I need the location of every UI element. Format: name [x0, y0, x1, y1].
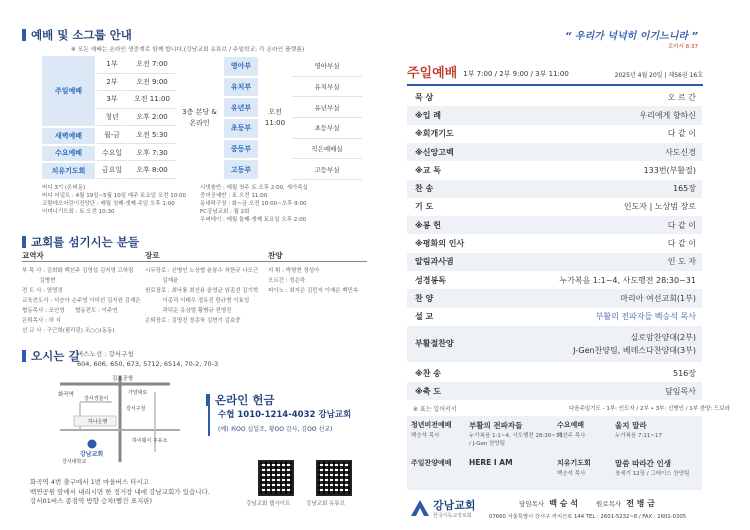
service-times: 1부 7:00 / 2부 9:00 / 3부 11:00 — [463, 70, 569, 78]
servant-line: 피아노 : 최지은 김민지 이예은 백민속 — [268, 288, 359, 294]
servant-line: 선 교 사 : 구근희(필리핀) 조○○(동동) — [22, 328, 115, 334]
order-value: 165장 — [673, 184, 696, 194]
church-location-marker — [88, 440, 97, 449]
right-page — [375, 0, 750, 530]
worship-table — [42, 56, 362, 180]
worship-section-title — [22, 27, 132, 43]
sunday-row-time: 오전 9:00 — [128, 74, 176, 92]
info-left-line: 버디 어덜트 : 4월 19일~5월 10일 매주 토요일 오전 10:00 — [42, 193, 187, 199]
online-title-text: 온라인 헌금 — [215, 393, 275, 407]
order-name: 기 도 — [415, 202, 434, 212]
directions-line-2: 백연공원 앞에서 내리시면 한 정거장 내에 강남교회가 있습니다. — [30, 487, 210, 496]
info-right-line: 시냇솔반 : 매월 첫주 토 오후 2:00, 새가족실 — [200, 185, 308, 191]
next-week-label: 수요예배 — [557, 421, 585, 429]
youtube-qr-code[interactable] — [316, 460, 352, 496]
dept-room: 초등부실 — [292, 118, 362, 139]
dept-time: 오전 11:00 — [264, 108, 286, 127]
sunday-row-name: 2부 — [97, 74, 127, 92]
section-bar — [22, 29, 26, 41]
order-row — [407, 308, 702, 326]
order-name: ※교 독 — [415, 165, 442, 175]
order-value: 우리에게 향하신 — [639, 110, 696, 120]
next-week-item — [557, 458, 699, 492]
order-name: 성경봉독 — [415, 275, 446, 285]
choir-line: J-Gen찬양팀, 베데스다찬양대(3부) — [573, 345, 696, 355]
map-label-bank: 하나은행 — [88, 419, 108, 425]
map-label-apt: 하이웨이 주유소 — [132, 438, 168, 444]
other-worship-label: 새벽예배 — [42, 128, 95, 144]
servants-staff-list — [22, 266, 144, 336]
dept-label: 고등부 — [224, 160, 258, 179]
sunday-row-name: 청년 — [97, 109, 127, 127]
next-week-sub: 백승석 목사 — [411, 433, 440, 439]
other-row-day: 금요일 — [97, 163, 127, 179]
order-name: ※축 도 — [415, 386, 442, 396]
order-value — [497, 331, 702, 357]
order-name: ※찬 송 — [415, 368, 442, 378]
next-week-detail: / J-Gen 찬양팀 — [469, 441, 506, 447]
order-value: 인도자 | 노상범 장로 — [623, 202, 696, 212]
order-name: ※신앙고백 — [415, 147, 454, 157]
online-account-box — [208, 406, 368, 436]
dept-label: 영아부 — [224, 57, 258, 76]
map-label-church: 강남교회 — [80, 451, 104, 458]
servant-line: 협동목사 : 조인영 협동전도 : 이주연 — [22, 308, 118, 314]
servant-line: 전 도 사 : 엄명정 — [22, 288, 63, 294]
verse-ref: 로마서 8:37 — [667, 44, 698, 50]
dept-room: 유치부실 — [292, 77, 362, 98]
servant-line: 시무장로 : 신병인 노상협 윤봉수 차한규 나도근 — [145, 268, 259, 274]
directions-line-3: 강서01버스 종점역 방향 승차(빨간 표지판) — [30, 497, 153, 505]
order-row — [407, 143, 702, 161]
order-value: 인 도 자 — [667, 257, 696, 267]
qr-label-website: 강남교회 웹사이트 — [246, 501, 291, 507]
dept-room: 영아부실 — [292, 56, 362, 77]
servant-line: 지 휘 : 박형현 정성아 — [268, 268, 320, 274]
worship-title-text: 예배 및 소그룹 안내 — [31, 28, 132, 42]
elder-name: 전 병 금 — [626, 499, 656, 508]
dept-label: 초등부 — [224, 119, 258, 138]
servants-header — [22, 250, 367, 262]
sunday-row-time: 오전 7:00 — [128, 56, 176, 74]
info-right — [200, 184, 372, 224]
order-row — [407, 289, 702, 307]
online-account: 수협 1010-1214-4032 강남교회 — [218, 410, 352, 420]
church-logo-icon — [409, 498, 431, 518]
next-week-list — [407, 416, 702, 490]
website-qr-code[interactable] — [258, 460, 294, 496]
info-left-line: 어머니기도회 : 토 오전 10:30 — [42, 209, 115, 215]
next-week-item — [557, 420, 699, 454]
servant-line: 은퇴목사 : 허 식 — [22, 318, 61, 324]
bus-numbers: 604, 606, 650, 673, 5712, 6514, 70-2, 70-3 — [77, 360, 219, 368]
section-bar — [22, 350, 26, 362]
bus-label: 버스노선 : 강서구청 — [77, 350, 134, 358]
order-value: 담임목사 — [665, 386, 696, 396]
servant-line: 교육전도사 : 서승아 손주영 이미선 김지원 김재은 — [22, 298, 141, 304]
dept-room: 고등부실 — [292, 159, 362, 180]
info-left-line: 버디 3기 (온버동) — [42, 185, 86, 191]
servants-title-text: 교회를 섬기시는 분들 — [31, 235, 139, 249]
other-row-time: 오전 5:30 — [128, 128, 176, 144]
map-label-market: 가양대로 — [128, 390, 148, 396]
header-elders: 장로 — [145, 251, 160, 260]
sunday-row-time: 오후 2:00 — [128, 109, 176, 127]
footer — [407, 494, 707, 524]
map-label-hospital: 강서구청 — [126, 406, 146, 412]
dept-label: 유치부 — [224, 78, 258, 97]
next-week-detail: 누가복음 7:11~17 — [615, 433, 662, 439]
order-row — [407, 234, 702, 252]
order-name: 찬 양 — [415, 293, 434, 303]
servant-line: 이종덕 이태우 정유진 한규명 이효성 — [145, 298, 250, 304]
dept-label: 유년부 — [224, 98, 258, 117]
service-header — [407, 64, 703, 86]
other-row-day: 수요일 — [97, 146, 127, 162]
servant-line: 은퇴장로 : 김명진 정종욱 김현기 김효중 — [145, 318, 241, 324]
footer-church-sub: 한국기독교장로회 — [433, 513, 472, 519]
elder-label: 원로목사 — [596, 500, 622, 508]
order-name: 묵 상 — [415, 92, 434, 102]
map-label-court: 강서대학교 — [62, 459, 87, 464]
order-value: 누가복음 1:1~4, 사도행전 28:30~31 — [559, 275, 696, 285]
footer-address: 07660 서울특별시 강서구 까치산로 144 TEL : 2601-5232~8 / FAX : 2601-0305 — [489, 514, 687, 520]
order-row — [407, 382, 702, 400]
servant-line: 김병현 — [22, 278, 56, 284]
order-value: 사도신경 — [665, 147, 696, 157]
pastor-name: 백 승 석 — [549, 499, 578, 508]
info-right-line: 우버데이 : 매월 둘째·셋째 토요일 오후 2:00 — [200, 217, 307, 223]
order-row — [407, 88, 702, 106]
order-row — [407, 216, 702, 234]
next-week-title: 말씀 따라간 인생 — [615, 459, 671, 468]
sunday-row-time: 오전 11:00 — [128, 91, 176, 109]
servant-line: 원로장로 : 최낙룡 최선용 윤영균 임종선 김기학 — [145, 288, 259, 294]
order-row — [407, 271, 702, 289]
servant-line: 곽덕순 유상렬 황병규 전영진 — [145, 308, 232, 314]
sunday-row-name: 1부 — [97, 56, 127, 74]
order-value: 다 같 이 — [667, 129, 696, 139]
other-row-day: 월-금 — [97, 128, 127, 144]
online-note: (예) 최OO 십일조, 황OO 감사, 김OO 선교) — [218, 426, 333, 433]
order-value: 516장 — [673, 368, 696, 378]
dept-room: 직은예배실 — [292, 139, 362, 160]
servant-line: 오르간 : 정은하 — [268, 278, 306, 284]
choir-line: 실로암찬양대(2부) — [630, 332, 696, 342]
map-label-office: 강서경찰서 — [84, 396, 109, 402]
order-row-choir — [407, 326, 702, 362]
next-week-sub: 백승석 목사 — [557, 471, 586, 477]
order-row — [407, 253, 702, 271]
section-bar — [22, 236, 26, 248]
next-week-label: 청년비전예배 — [411, 421, 452, 429]
servant-line: 김재윤 — [145, 278, 179, 284]
next-week-label: 치유기도회 — [557, 459, 591, 467]
service-title: 주일예배 — [407, 66, 458, 81]
order-value: 133번(부활절) — [643, 165, 696, 175]
order-row — [407, 106, 702, 124]
map-label-left: 화곡역 — [58, 392, 74, 398]
order-name: ※회개기도 — [415, 129, 454, 139]
order-name: 알림과사귐 — [415, 257, 454, 267]
order-name: ※봉 헌 — [415, 220, 442, 230]
dept-room: 유년부실 — [292, 97, 362, 118]
order-value: 다 같 이 — [667, 220, 696, 230]
next-week-label: 주일찬양예배 — [411, 459, 452, 467]
order-value: 오 르 간 — [667, 92, 696, 102]
other-row-time: 오후 7:30 — [128, 146, 176, 162]
next-week-title: 부활의 전파자들 — [469, 421, 523, 430]
next-leaders: 다음주일기도 - 1부: 인도자 / 2부 • 3부: 신병인 / 1부 찬양: 드보라 — [568, 406, 730, 412]
footer-names — [519, 498, 655, 509]
service-date: 2025년 4월 20일 | 제56권 16호 — [614, 72, 703, 79]
worship-place: 3층 본당 & 온라인 — [182, 108, 217, 127]
sunday-row-name: 3부 — [97, 91, 127, 109]
info-left-line: 코람데오어린이전당단 : 매월 첫째·셋째 주일 오후 1:00 — [42, 201, 175, 207]
directions-title-text: 오시는 길 — [31, 349, 80, 363]
servants-elders-list — [145, 266, 265, 326]
next-week-sub: 백선주 목사 — [557, 433, 586, 439]
footnote: ※ 표는 일어서서 — [413, 406, 457, 413]
info-right-line: 동네탁구장 : 화~금 오전 10:00~오후 9:00 — [200, 201, 307, 207]
dept-label: 중등부 — [224, 140, 258, 159]
order-name: ※입 례 — [415, 110, 442, 120]
directions-section-title — [22, 348, 79, 364]
sunday-worship-label: 주일예배 — [42, 56, 95, 126]
order-row — [407, 198, 702, 216]
header-staff: 교역자 — [22, 251, 44, 260]
order-row — [407, 161, 702, 179]
pastor-label: 담임목사 — [519, 500, 545, 508]
next-week-title: 울지 말라 — [615, 421, 647, 430]
info-right-line: FC강남교회 : 월 2회 — [200, 209, 250, 215]
other-worship-label: 치유기도회 — [42, 163, 95, 179]
info-left — [42, 184, 192, 216]
info-right-line: 중미공예반 : 토 오전 11:00 — [200, 193, 268, 199]
order-value: 마리아 여선교회(1부) — [620, 293, 696, 303]
servant-line: 부 목 사 : 김희화 백선주 김영섭 김지영 고하림 — [22, 268, 134, 274]
order-row — [407, 364, 702, 382]
order-value: 부활의 전파자들 백승석 목사 — [595, 312, 696, 322]
order-name: ※평화의 인사 — [415, 239, 465, 249]
next-week-detail: 누가복음 1:1~4, 사도행전 28:30~31 — [469, 433, 563, 439]
servants-praise-list — [268, 266, 374, 296]
section-bar — [206, 394, 210, 406]
directions-desc — [30, 478, 250, 507]
order-row — [407, 125, 702, 143]
directions-map — [50, 372, 190, 464]
order-row — [407, 180, 702, 198]
next-week-item — [411, 458, 553, 492]
order-value: 다 같 이 — [667, 239, 696, 249]
next-week-title: HERE I AM — [469, 458, 513, 467]
worship-note: ※ 모든 예배는 온라인 생중계로 함께 합니다.(강남교회 유튜브 / 주일학교: 각 온라인 플랫폼) — [70, 47, 305, 53]
other-row-time: 오후 8:00 — [128, 163, 176, 179]
order-name: 설 교 — [415, 312, 434, 322]
map-label-top: 김포공항 — [112, 376, 134, 382]
order-name: 찬 송 — [415, 184, 434, 194]
qr-label-youtube: 강남교회 유튜브 — [306, 501, 345, 507]
footer-church: 강남교회 — [433, 499, 476, 512]
order-name: 부활절찬양 — [415, 339, 454, 349]
directions-line-1: 화곡역 4번 출구에서 1번 마을버스 타시고 — [30, 478, 150, 486]
next-week-item — [411, 420, 563, 454]
servants-section-title — [22, 234, 139, 250]
verse: “ 우리가 넉넉히 이기느니라 ” — [564, 31, 698, 42]
next-week-detail: 창세기 12장 / 그레이스 찬양팀 — [615, 471, 690, 477]
worship-order-list — [407, 88, 702, 408]
header-praise: 찬양 — [268, 251, 283, 260]
other-worship-label: 수요예배 — [42, 146, 95, 162]
